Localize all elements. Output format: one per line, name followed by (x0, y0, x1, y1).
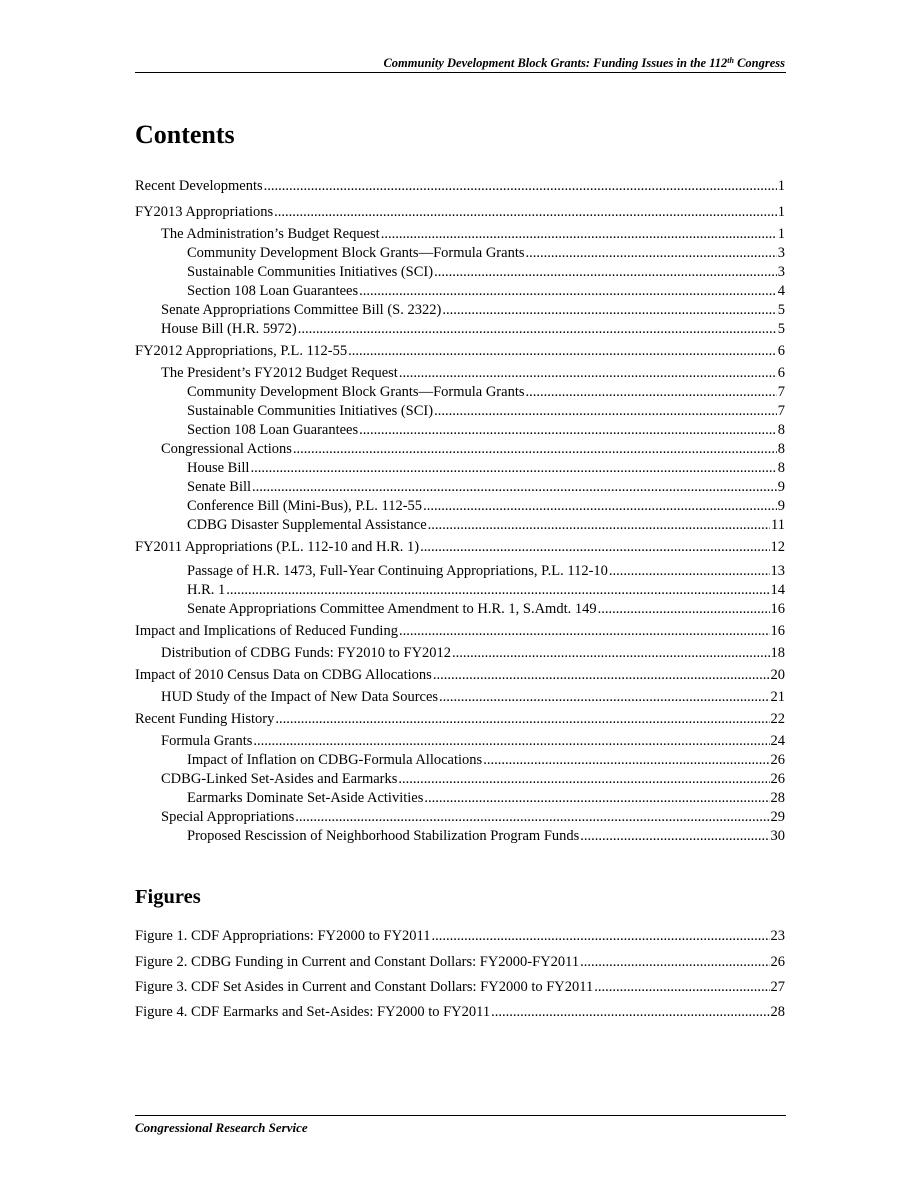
dot-leader (298, 321, 777, 338)
figure-entry[interactable] (135, 928, 785, 945)
dot-leader (226, 582, 769, 599)
toc-entry-label: Earmarks Dominate Set-Aside Activities (187, 790, 424, 806)
toc-entry[interactable] (135, 498, 785, 515)
dot-leader (359, 422, 777, 439)
toc-entry[interactable] (135, 645, 785, 662)
toc-entry-page: 1 (777, 204, 785, 220)
contents-heading: Contents (135, 120, 235, 149)
dot-leader (253, 733, 769, 750)
toc-entry[interactable] (135, 623, 785, 640)
toc-entry-label: Sustainable Communities Initiatives (SCI) (187, 403, 434, 419)
toc-entry-page: 5 (777, 321, 785, 337)
toc-entry-label: Special Appropriations (161, 809, 295, 825)
toc-entry-label: Passage of H.R. 1473, Full-Year Continuing Appropriations, P.L. 112-10 (187, 563, 608, 579)
toc-entry-label: Congressional Actions (161, 441, 292, 457)
toc-entry-label: Senate Appropriations Committee Bill (S. 2322) (161, 302, 442, 318)
toc-entry[interactable] (135, 460, 785, 477)
toc-entry-label: House Bill (187, 460, 250, 476)
toc-entry-label: Section 108 Loan Guarantees (187, 422, 359, 438)
dot-leader (433, 667, 770, 684)
toc-entry-page: 26 (770, 771, 785, 787)
dot-leader (423, 498, 777, 515)
dot-leader (295, 809, 769, 826)
toc-entry[interactable] (135, 264, 785, 281)
toc-entry-label: The President’s FY2012 Budget Request (161, 365, 398, 381)
dot-leader (274, 204, 777, 221)
toc-entry[interactable] (135, 343, 785, 360)
toc-entry-label: Community Development Block Grants—Formula Grants (187, 384, 525, 400)
toc-entry-page: 3 (777, 264, 785, 280)
dot-leader (580, 828, 769, 845)
toc-entry[interactable] (135, 283, 785, 300)
footer-rule (135, 1115, 786, 1116)
dot-leader (439, 689, 769, 706)
figures-heading: Figures (135, 886, 201, 908)
toc-entry-label: H.R. 1 (187, 582, 226, 598)
toc-entry-page: 24 (770, 733, 785, 749)
toc-entry-page: 1 (777, 226, 785, 242)
toc-entry-label: CDBG Disaster Supplemental Assistance (187, 517, 427, 533)
toc-entry-label: Conference Bill (Mini-Bus), P.L. 112-55 (187, 498, 423, 514)
running-header (135, 56, 785, 71)
toc-entry-page: 16 (770, 623, 785, 639)
toc-entry-page: 7 (777, 403, 785, 419)
toc-entry-page: 28 (770, 790, 785, 806)
toc-entry-page: 22 (770, 711, 785, 727)
toc-entry[interactable] (135, 582, 785, 599)
toc-entry-page: 11 (771, 517, 785, 533)
dot-leader (428, 517, 770, 534)
dot-leader (442, 302, 776, 319)
toc-entry-label: Recent Funding History (135, 711, 275, 727)
running-header-title: Community Development Block Grants: Funding Issues in the 112 (383, 56, 728, 70)
toc-entry[interactable] (135, 667, 785, 684)
dot-leader (264, 178, 777, 195)
toc-entry-label: Impact and Implications of Reduced Funding (135, 623, 398, 639)
toc-entry-label: Formula Grants (161, 733, 253, 749)
toc-entry-label: FY2013 Appropriations (135, 204, 274, 220)
toc-entry-page: 18 (770, 645, 785, 661)
toc-entry[interactable] (135, 441, 785, 458)
dot-leader (580, 954, 769, 971)
toc-entry[interactable] (135, 479, 785, 496)
dot-leader (250, 460, 776, 477)
toc-entry-label: House Bill (H.R. 5972) (161, 321, 297, 337)
toc-entry-label: FY2012 Appropriations, P.L. 112-55 (135, 343, 348, 359)
dot-leader (348, 343, 777, 360)
toc-entry[interactable] (135, 517, 785, 534)
toc-entry-page: 14 (770, 582, 785, 598)
toc-entry[interactable] (135, 422, 785, 439)
dot-leader (293, 441, 777, 458)
dot-leader (432, 928, 770, 945)
figure-entry-page: 26 (770, 954, 785, 970)
toc-entry-page: 4 (777, 283, 785, 299)
dot-leader (434, 403, 777, 420)
figure-entry-page: 23 (770, 928, 785, 944)
toc-entry-page: 29 (770, 809, 785, 825)
dot-leader (491, 1004, 769, 1021)
toc-entry[interactable] (135, 711, 785, 728)
toc-entry[interactable] (135, 178, 785, 195)
toc-entry-page: 8 (777, 441, 785, 457)
header-rule (135, 72, 786, 73)
toc-entry-label: Community Development Block Grants—Formula Grants (187, 245, 525, 261)
toc-entry-page: 5 (777, 302, 785, 318)
dot-leader (399, 365, 777, 382)
dot-leader (381, 226, 777, 243)
toc-entry[interactable] (135, 689, 785, 706)
dot-leader (483, 752, 769, 769)
running-footer: Congressional Research Service (135, 1120, 308, 1135)
toc-entry-page: 20 (770, 667, 785, 683)
toc-entry[interactable] (135, 302, 785, 319)
dot-leader (252, 479, 777, 496)
toc-entry-label: Impact of 2010 Census Data on CDBG Allocations (135, 667, 432, 683)
figure-entry-page: 27 (770, 979, 785, 995)
dot-leader (594, 979, 769, 996)
toc-entry-label: HUD Study of the Impact of New Data Sources (161, 689, 439, 705)
toc-entry[interactable] (135, 601, 785, 618)
figure-entry-label: Figure 2. CDBG Funding in Current and Constant Dollars: FY2000-FY2011 (135, 954, 580, 970)
toc-entry[interactable] (135, 226, 785, 243)
toc-entry-page: 8 (777, 460, 785, 476)
toc-entry-label: CDBG-Linked Set-Asides and Earmarks (161, 771, 398, 787)
toc-entry-label: Senate Appropriations Committee Amendment to H.R. 1, S.Amdt. 149 (187, 601, 597, 617)
figure-entry[interactable] (135, 1004, 785, 1021)
toc-entry-page: 21 (770, 689, 785, 705)
toc-entry[interactable] (135, 204, 785, 221)
dot-leader (275, 711, 769, 728)
running-header-title-end: Congress (733, 56, 785, 70)
dot-leader (609, 563, 770, 580)
toc-entry-page: 12 (770, 539, 785, 555)
toc-entry[interactable] (135, 245, 785, 262)
toc-entry-label: Section 108 Loan Guarantees (187, 283, 359, 299)
dot-leader (420, 539, 769, 556)
dot-leader (399, 623, 770, 640)
toc-entry[interactable] (135, 828, 785, 845)
toc-entry-label: Recent Developments (135, 178, 263, 194)
toc-entry-page: 9 (777, 498, 785, 514)
toc-entry-page: 8 (777, 422, 785, 438)
toc-entry-label: The Administration’s Budget Request (161, 226, 380, 242)
toc-entry-label: Sustainable Communities Initiatives (SCI) (187, 264, 434, 280)
figure-entry-page: 28 (770, 1004, 785, 1020)
toc-entry-label: Impact of Inflation on CDBG-Formula Allocations (187, 752, 483, 768)
toc-entry-page: 7 (777, 384, 785, 400)
toc-entry-label: Senate Bill (187, 479, 252, 495)
dot-leader (434, 264, 777, 281)
toc-entry-page: 6 (777, 365, 785, 381)
toc-entry-page: 13 (770, 563, 785, 579)
toc-entry-page: 16 (770, 601, 785, 617)
running-header-superscript: th (727, 56, 734, 65)
dot-leader (424, 790, 769, 807)
toc-entry[interactable] (135, 733, 785, 750)
toc-entry[interactable] (135, 539, 785, 556)
dot-leader (398, 771, 769, 788)
toc-entry[interactable] (135, 771, 785, 788)
toc-entry-page: 26 (770, 752, 785, 768)
toc-entry[interactable] (135, 752, 785, 769)
toc-entry[interactable] (135, 321, 785, 338)
toc-entry-page: 30 (770, 828, 785, 844)
figure-entry-label: Figure 3. CDF Set Asides in Current and Constant Dollars: FY2000 to FY2011 (135, 979, 594, 995)
dot-leader (359, 283, 777, 300)
toc-entry-label: Proposed Rescission of Neighborhood Stabilization Program Funds (187, 828, 580, 844)
toc-entry[interactable] (135, 790, 785, 807)
dot-leader (526, 384, 777, 401)
toc-entry-page: 6 (777, 343, 785, 359)
toc-entry-label: FY2011 Appropriations (P.L. 112-10 and H.R. 1) (135, 539, 420, 555)
figure-entry-label: Figure 1. CDF Appropriations: FY2000 to FY2011 (135, 928, 431, 944)
figure-entry[interactable] (135, 954, 785, 971)
toc-entry[interactable] (135, 365, 785, 382)
toc-entry[interactable] (135, 403, 785, 420)
dot-leader (452, 645, 769, 662)
toc-entry-page: 3 (777, 245, 785, 261)
dot-leader (526, 245, 777, 262)
toc-entry[interactable] (135, 563, 785, 580)
toc-entry[interactable] (135, 384, 785, 401)
figure-entry-label: Figure 4. CDF Earmarks and Set-Asides: FY2000 to FY2011 (135, 1004, 491, 1020)
dot-leader (598, 601, 770, 618)
toc-entry-page: 9 (777, 479, 785, 495)
toc-entry-label: Distribution of CDBG Funds: FY2010 to FY2012 (161, 645, 452, 661)
toc-entry-page: 1 (777, 178, 785, 194)
figure-entry[interactable] (135, 979, 785, 996)
toc-entry[interactable] (135, 809, 785, 826)
